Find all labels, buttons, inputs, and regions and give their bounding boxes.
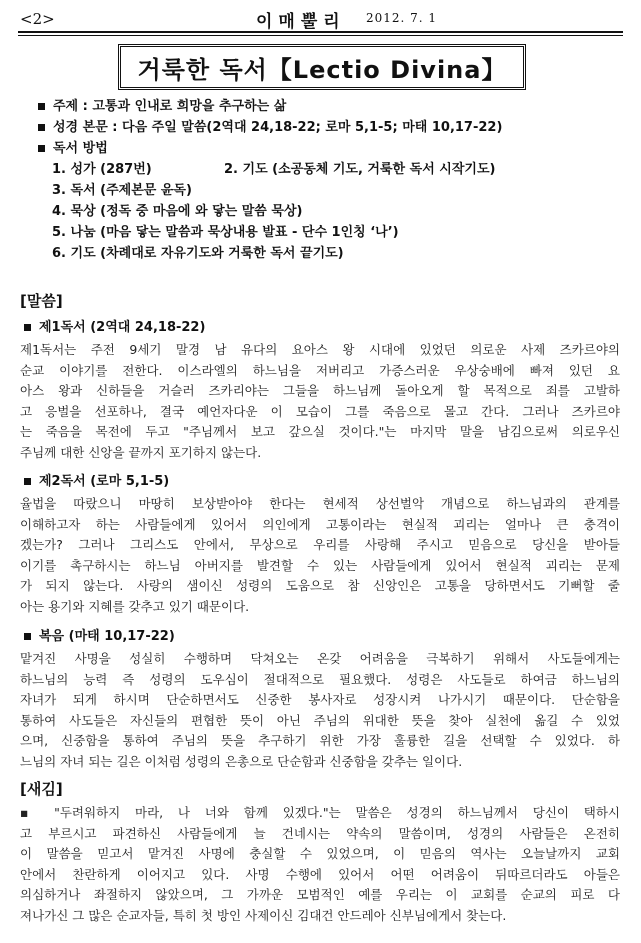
text-line: 가 되지 않는다. 사랑의 샘이신 성령의 도움으로 참 신앙인은 고통을 당하면서도 기뻐할 줄 bbox=[20, 578, 620, 593]
text-line: 아스 왕과 신하들을 거슬러 즈카리야는 그들을 하느님께 돌아오게 할 목적으로 죄를 고발하 bbox=[20, 383, 620, 398]
method-row bbox=[36, 138, 616, 159]
square-bullet-icon bbox=[24, 324, 31, 331]
reflection-text bbox=[20, 803, 620, 926]
square-bullet-icon bbox=[38, 103, 45, 110]
header-rule-thin bbox=[18, 35, 623, 36]
readings-text: 성경 본문 : 다음 주일 말씀(2역대 24,18-22; 로마 5,1-5; 마태 10,17-22) bbox=[53, 120, 503, 135]
step-row bbox=[52, 222, 616, 243]
text-line: 겠는가? 그러나 그리스도 안에서, 무상으로 우리를 사랑해 주시고 믿음으로 당신을 받아들 bbox=[20, 537, 620, 552]
text-line: 느님의 자녀 되는 길은 이처럼 성령의 은총으로 단순함과 신중함을 갖추는 일이다. bbox=[20, 753, 463, 769]
text-line: 순교 이야기를 전한다. 이스라엘의 하느님을 저버리고 가증스러운 우상숭배에 빠져 있던 요 bbox=[20, 362, 620, 378]
text-line: 자녀가 되게 하시며 단순하면서도 신중한 봉사자로 성장시켜 나가시기 때문이다. 단순함을 bbox=[20, 692, 620, 707]
theme-text: 주제 : 고통과 인내로 희망을 추구하는 삶 bbox=[53, 99, 287, 114]
square-bullet-icon bbox=[24, 633, 31, 640]
step-1: 1. 성가 (287번) bbox=[52, 162, 152, 177]
step-5: 5. 나눔 (마음 닿는 말씀과 묵상내용 발표 - 단수 1인칭 ‘나’) bbox=[52, 225, 399, 240]
square-bullet-icon bbox=[38, 124, 45, 131]
title-box bbox=[118, 44, 526, 90]
square-bullet-icon bbox=[24, 478, 31, 485]
step-row bbox=[52, 159, 616, 180]
reading2-title: 제2독서 (로마 5,1-5) bbox=[24, 470, 169, 489]
header-rule bbox=[18, 31, 623, 33]
text-line: 이기를 촉구하시는 하느님 아버지를 발견할 수 있는 사람들에게 있어서 현실적 괴리는 문제 bbox=[20, 557, 620, 573]
text-line: 제1독서는 주전 9세기 말경 남 유다의 요아스 왕 시대에 있었던 의로운 사제 즈카르야의 bbox=[20, 342, 620, 357]
reading-info bbox=[36, 96, 616, 264]
readings-row bbox=[36, 117, 616, 138]
text-line: 주님께 대한 신앙을 끝까지 포기하지 않는다. bbox=[20, 444, 262, 460]
text-line: 는 죽음을 목전에 두고 "주님께서 보고 갚으실 것이다."는 마지막 말을 남김으로써 의로우신 bbox=[20, 424, 620, 439]
gospel-title: 복음 (마태 10,17-22) bbox=[24, 625, 175, 644]
text-line: 이 말씀을 믿고서 맡겨진 사명에 충실할 수 있었으며, 이 믿음의 역사는 오늘날까지 교회 bbox=[20, 846, 620, 861]
text-line: 이해하고자 하는 사람들에게 있어서 의인에게 고통이라는 현실적 괴리는 얼마나 큰 충격이 bbox=[20, 516, 620, 532]
page-number: <2> bbox=[20, 10, 55, 28]
reading1-title: 제1독서 (2역대 24,18-22) bbox=[24, 316, 205, 335]
step-row bbox=[52, 201, 616, 222]
publication-name: 이매뿔리 bbox=[256, 12, 346, 32]
square-bullet-icon bbox=[38, 145, 45, 152]
text-line: 으며, 신중함을 통하여 주님의 뜻을 추구하기 위한 가장 훌륭한 길을 선택할 수 있었다. 하 bbox=[20, 733, 620, 748]
reflection-heading: [새김] bbox=[20, 780, 63, 798]
reading1-text bbox=[20, 340, 620, 463]
theme-row bbox=[36, 96, 616, 117]
step-3: 3. 독서 (주제본문 윤독) bbox=[52, 183, 192, 198]
page-title: 거룩한 독서【Lectio Divina】 bbox=[137, 55, 507, 84]
text-line: 고 부르시고 파견하신 사람들에게 늘 건네시는 약속의 말씀이며, 성경의 사람들은 온전히 bbox=[20, 825, 620, 841]
text-line: 아는 용기와 지혜를 갖추고 있기 때문이다. bbox=[20, 598, 250, 614]
step-row bbox=[52, 180, 616, 201]
text-line: 의심하거나 좌절하지 않았으며, 그 가까운 모범적인 예를 우리는 이 교회를 순교의 피로 다 bbox=[20, 887, 620, 902]
step-row bbox=[52, 243, 616, 264]
text-line: 고 응벌을 선포하나, 결국 예언자다운 이 모습이 그를 죽음으로 몰고 간다. 그러나 즈카르야 bbox=[20, 403, 620, 419]
text-line: 맡겨진 사명을 성실히 수행하며 닥쳐오는 온갖 어려움을 극복하기 위해서 사도들에게는 bbox=[20, 651, 620, 666]
text-line: 율법을 따랐으니 마땅히 보상받아야 한다는 현세적 상선벌악 개념으로 하느님과의 관계를 bbox=[20, 496, 620, 511]
gospel-text bbox=[20, 649, 620, 772]
page-header bbox=[18, 4, 623, 30]
text-line: 안에서 찬란하게 이어지고 있다. 사명 수행에 있어서 어떤 어려움이 뒤따르더라도 아들은 bbox=[20, 866, 620, 882]
text-line: 져나가신 그 많은 순교자들, 특히 첫 방인 사제이신 김대건 안드레아 신부님에게서 찾는다. bbox=[20, 907, 507, 923]
method-steps bbox=[52, 159, 616, 264]
step-4: 4. 묵상 (정독 중 마음에 와 닿는 말씀 묵상) bbox=[52, 204, 303, 219]
text-line: ▪ "두려워하지 마라, 나 너와 함께 있겠다."는 말씀은 성경의 하느님께서 당신이 택하시 bbox=[20, 805, 620, 820]
text-line: 하느님의 능력 즉 성령의 도우심이 절대적으로 필요했다. 성령은 사도들로 하여금 하느님의 bbox=[20, 671, 620, 687]
method-title: 독서 방법 bbox=[53, 141, 108, 156]
step-6: 6. 기도 (차례대로 자유기도와 거룩한 독서 끝기도) bbox=[52, 246, 344, 261]
text-line: 통하여 사도들은 자신들의 편협한 뜻이 아닌 주님의 위대한 뜻을 찾아 실천에 옮길 수 있었 bbox=[20, 712, 620, 728]
step-2: 2. 기도 (소공동체 기도, 거룩한 독서 시작기도) bbox=[224, 162, 496, 177]
issue-date: 2012. 7. 1 bbox=[366, 11, 438, 25]
word-heading: [말씀] bbox=[20, 292, 63, 310]
reading2-text bbox=[20, 494, 620, 617]
